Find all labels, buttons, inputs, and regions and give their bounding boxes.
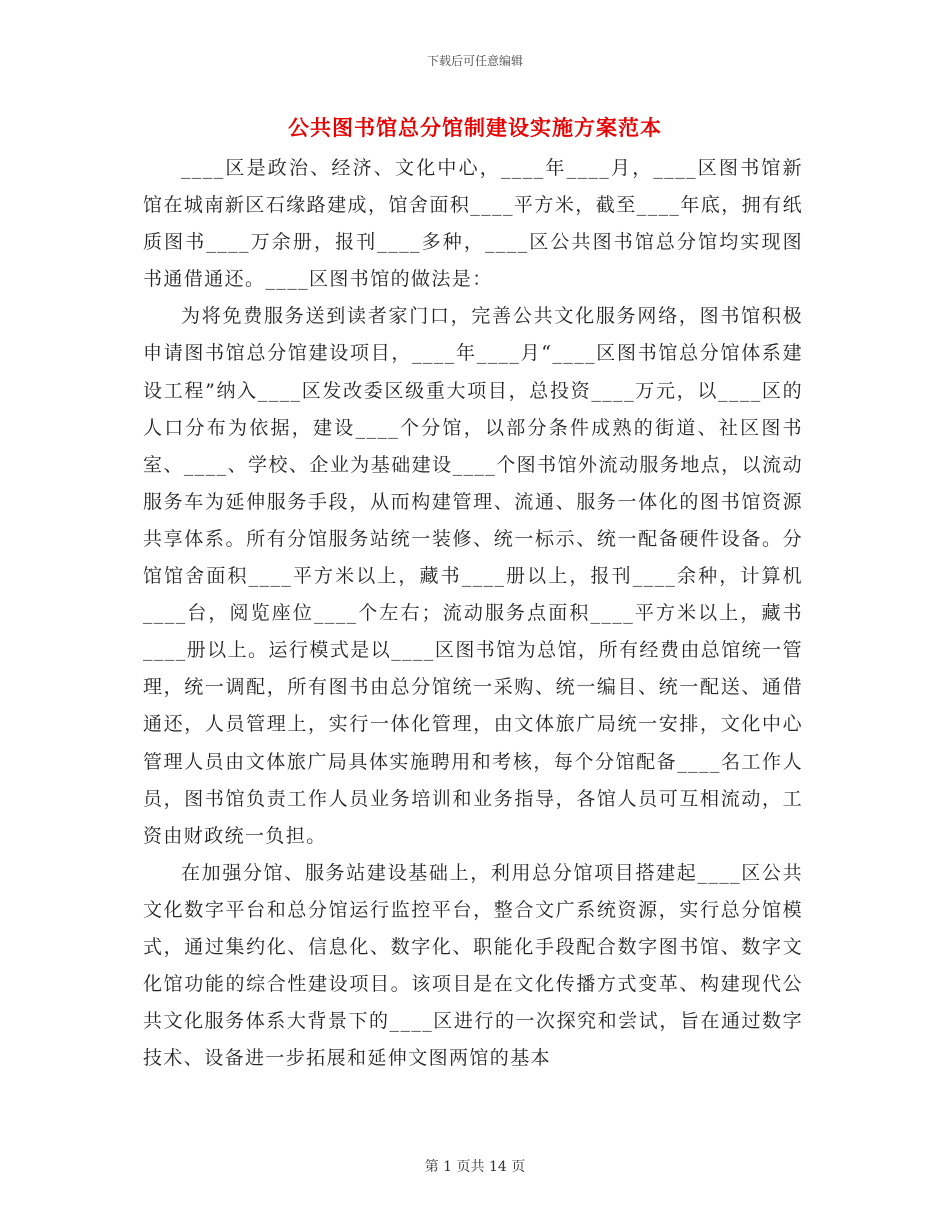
page-number: 第 1 页共 14 页 xyxy=(424,1159,526,1175)
paragraph-implementation: 为将免费服务送到读者家门口，完善公共文化服务网络，图书馆积极申请图书馆总分馆建设项目，____年____月“____区图书馆总分馆体系建设工程”纳入____区发改委区级重大项目，总投资____万元，以____区的人口分布为依据，建设____个分馆，以部分条件成熟的街道、社区图书室、____、学校、企业为基础建设____个图书馆外流动服务地点，以流动服务车为延伸服务手段，从而构建管理、流通、服务一体化的图书馆资源共享体系。所有分馆服务站统一装修、统一标示、统一配备硬件设备。分馆馆舍面积____平方米以上，藏书____册以上，报刊____余种，计算机____台，阅览座位____个左右；流动服务点面积____平方米以上，藏书____册以上。运行模式是以____区图书馆为总馆，所有经费由总馆统一管理，统一调配，所有图书由总分馆统一采购、统一编目、统一配送、通借通还，人员管理上，实行一体化管理，由文体旅广局统一安排，文化中心管理人员由文体旅广局具体实施聘用和考核，每个分馆配备____名工作人员，图书馆负责工作人员业务培训和业务指导，各馆人员可互相流动，工资由财政统一负担。 xyxy=(143,305,803,847)
document-title: 公共图书馆总分馆制建设实施方案范本 xyxy=(288,115,662,140)
document-body xyxy=(143,150,803,1077)
paragraph-digital-platform: 在加强分馆、服务站建设基础上，利用总分馆项目搭建起____区公共文化数字平台和总分馆运行监控平台，整合文广系统资源，实行总分馆模式，通过集约化、信息化、数字化、职能化手段配合数字图书馆、数字文化馆功能的综合性建设项目。该项目是在文化传播方式变革、构建现代公共文化服务体系大背景下的____区进行的一次探究和尝试，旨在通过数字技术、设备进一步拓展和延伸文图两馆的基本 xyxy=(143,861,803,1070)
paragraph-intro: ____区是政治、经济、文化中心，____年____月，____区图书馆新馆在城南新区石缘路建成，馆舍面积____平方米，截至____年底，拥有纸质图书____万余册，报刊____多种，____区公共图书馆总分馆均实现图书通借通还。____区图书馆的做法是： xyxy=(143,157,803,291)
page-header-note: 下载后可任意编辑 xyxy=(426,54,523,68)
